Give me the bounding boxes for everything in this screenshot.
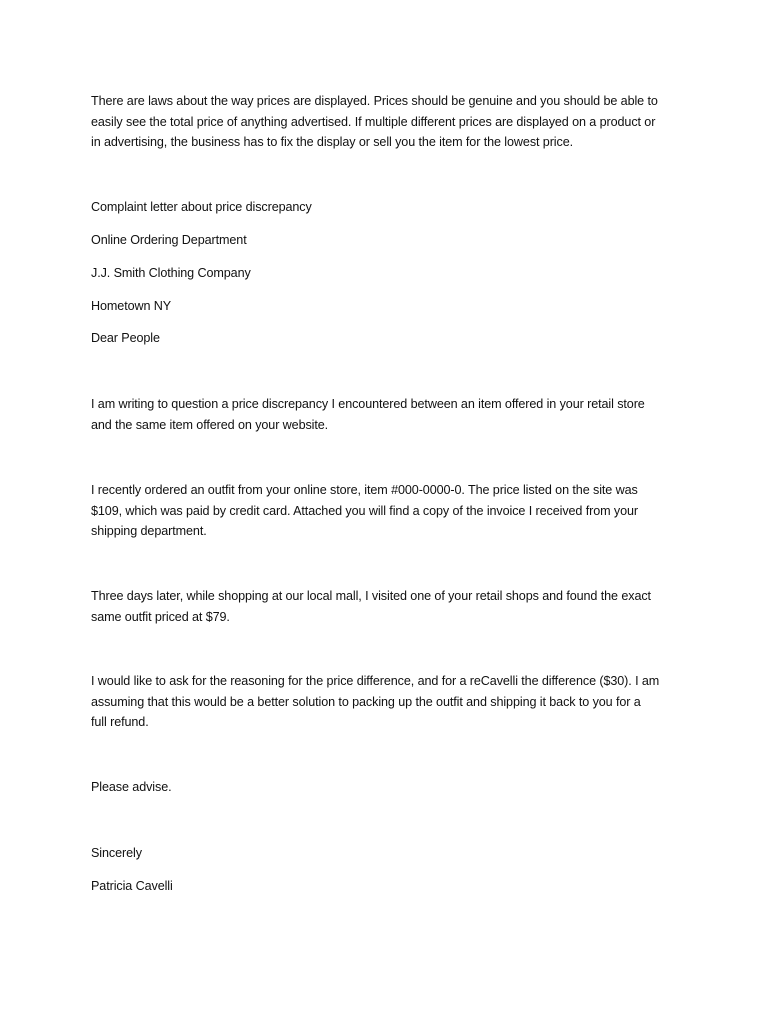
- paragraph-line: I recently ordered an outfit from your online store, item #000-0000-0. The price listed on the site was: [91, 483, 638, 497]
- paragraph-line: shipping department.: [91, 524, 207, 538]
- paragraph-line: I would like to ask for the reasoning for the price difference, and for a reCavelli the difference ($30). I am: [91, 674, 660, 688]
- paragraph-line: same outfit priced at $79.: [91, 609, 230, 624]
- request-line: [91, 777, 691, 798]
- paragraph-line: full refund.: [91, 715, 149, 729]
- recipient-company-text: J.J. Smith Clothing Company: [91, 266, 251, 280]
- letter-title: [91, 197, 691, 218]
- paragraph-line: and the same item offered on your website.: [91, 417, 329, 432]
- recipient-location: [91, 296, 691, 317]
- signature-name-text: Patricia Cavelli: [91, 879, 173, 893]
- intro-line: There are laws about the way prices are displayed. Prices should be genuine and you should be able to: [91, 94, 658, 108]
- letter-title-text: Complaint letter about price discrepancy: [91, 200, 312, 214]
- recipient-department-text: Online Ordering Department: [91, 233, 247, 247]
- paragraph-line: I am writing to question a price discrepancy I encountered between an item offered in your retail store: [91, 397, 645, 411]
- salutation-text: Dear People: [91, 331, 160, 345]
- paragraph-line: Three days later, while shopping at our local mall, I visited one of your retail shops and found the exact: [91, 589, 651, 603]
- letter-paragraph-3: [91, 586, 691, 627]
- recipient-location-text: Hometown NY: [91, 299, 172, 313]
- recipient-company: [91, 263, 691, 284]
- intro-line: in advertising, the business has to fix the display or sell you the item for the lowest price.: [91, 135, 574, 149]
- intro-line: easily see the total price of anything advertised. If multiple different prices are displayed on a product or: [91, 114, 656, 129]
- letter-paragraph-2: [91, 480, 691, 542]
- letter-paragraph-1: [91, 394, 691, 435]
- closing-text: Sincerely: [91, 846, 142, 860]
- signature-name: [91, 876, 691, 897]
- closing: [91, 843, 691, 864]
- salutation: [91, 328, 691, 349]
- letter-paragraph-4: [91, 671, 691, 733]
- paragraph-line: $109, which was paid by credit card. Attached you will find a copy of the invoice I received from your: [91, 503, 639, 518]
- paragraph-line: assuming that this would be a better solution to packing up the outfit and shipping it back to you for a: [91, 694, 641, 709]
- request-text: Please advise.: [91, 780, 172, 794]
- intro-paragraph: [91, 91, 691, 153]
- recipient-department: [91, 230, 691, 251]
